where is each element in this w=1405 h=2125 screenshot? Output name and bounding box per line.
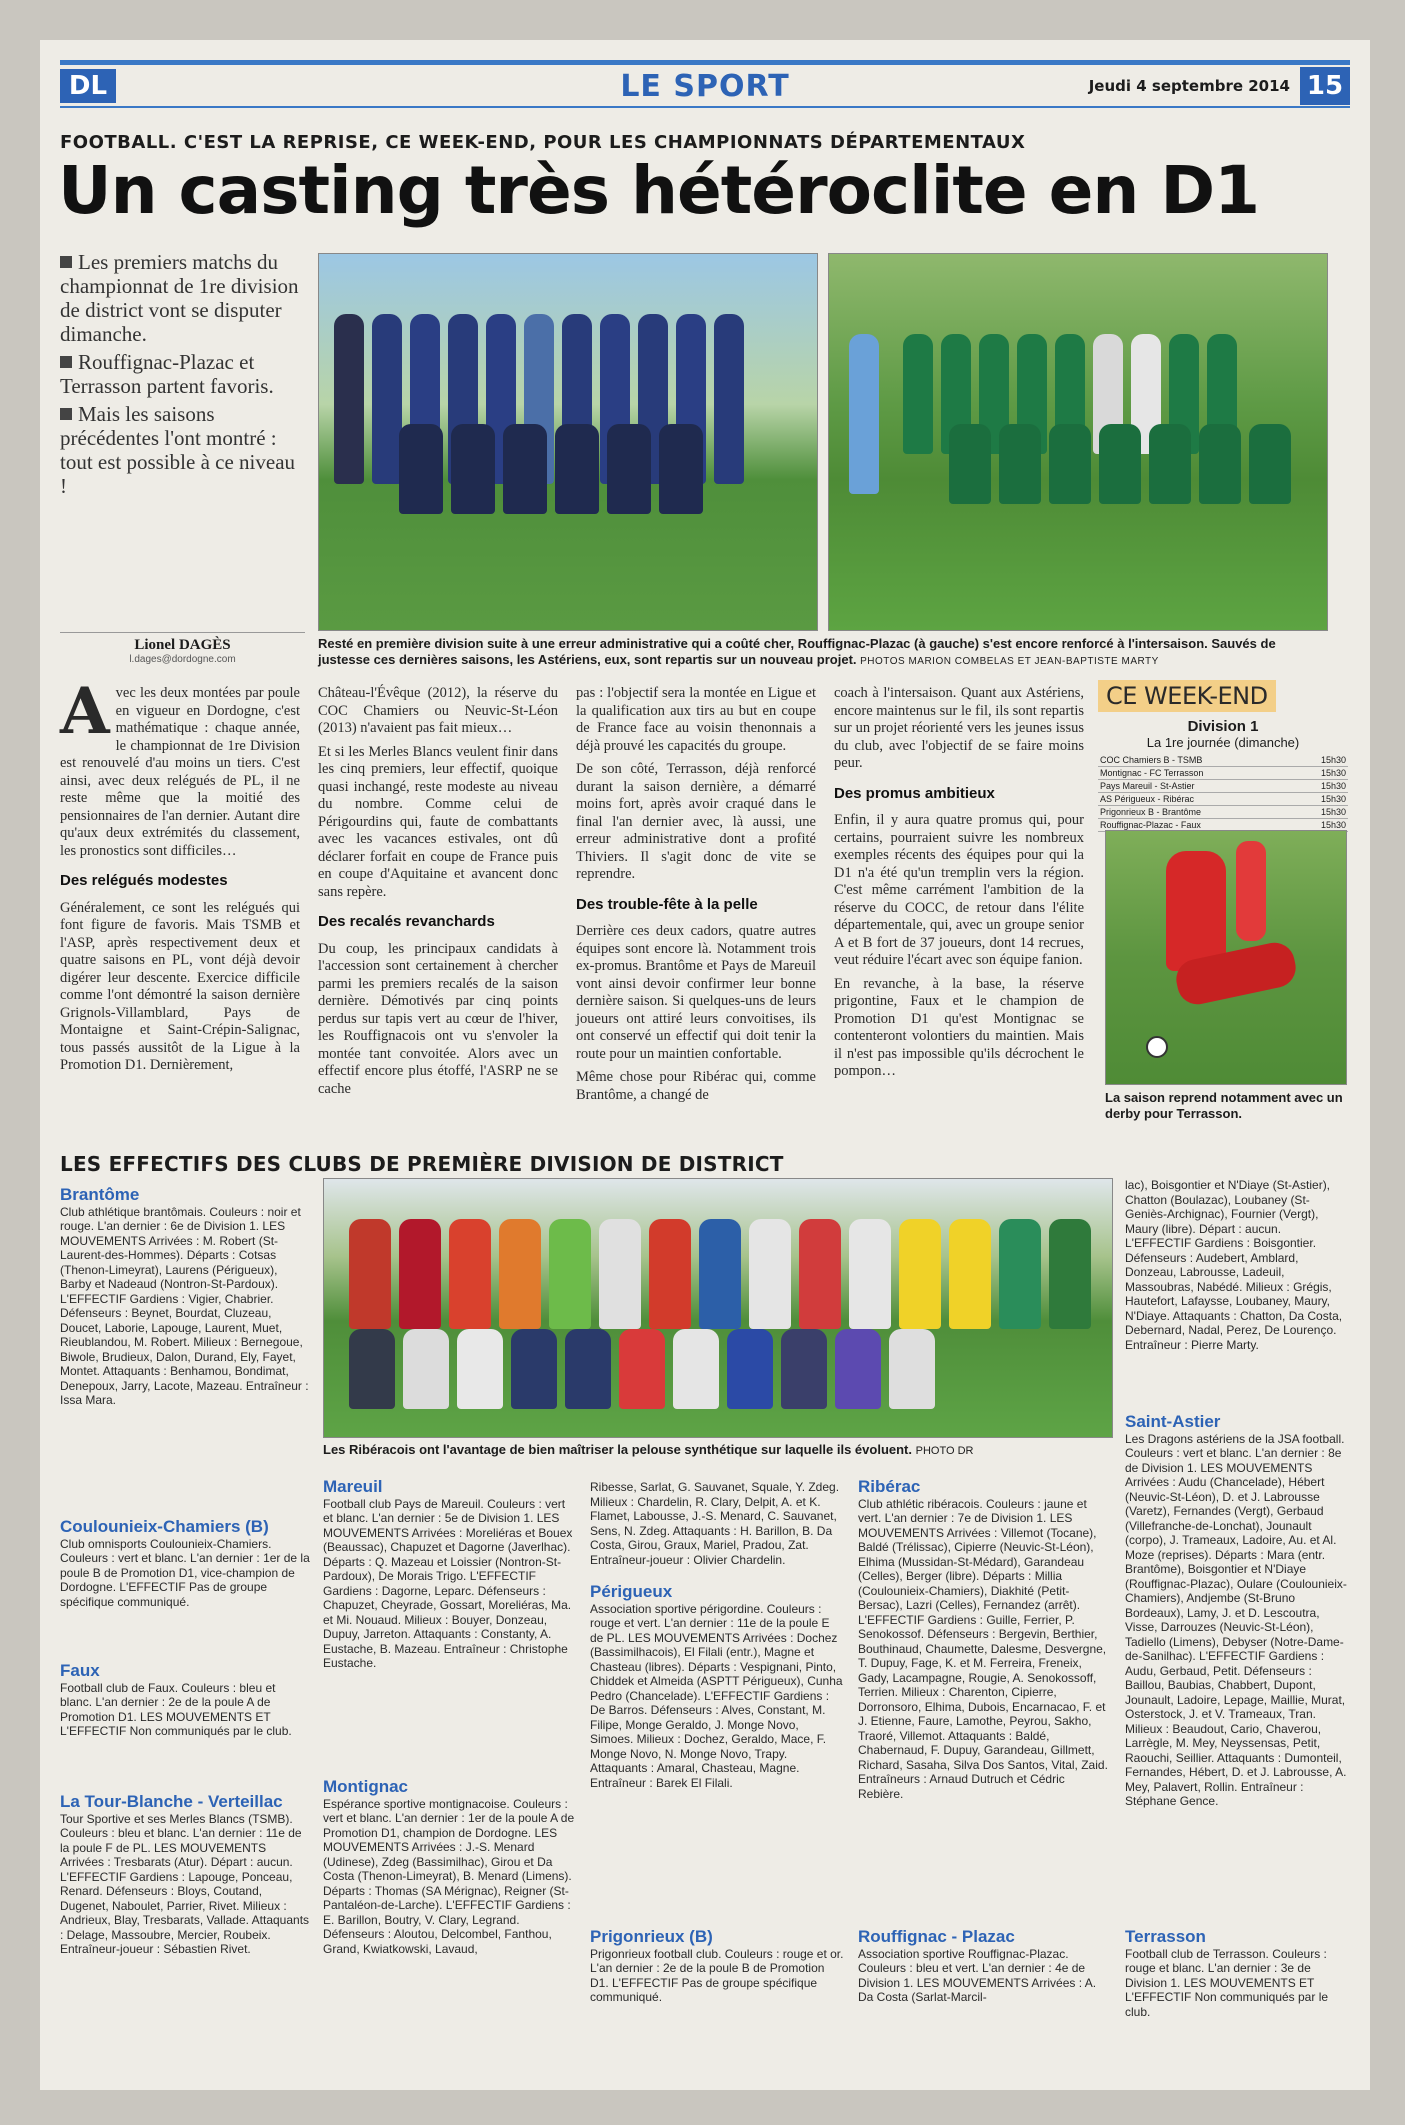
club-montignac-continued — [590, 1480, 845, 1567]
fixture-row: COC Chamiers B - TSMB 15h30 — [1100, 755, 1346, 765]
club-saint-astier — [1125, 1412, 1350, 1809]
club-details: Football club Pays de Mareuil. Couleurs : vert et blanc. L'an dernier : 5e de Division 1. LES MOUVEMENTS Arrivées : Moreliéras et Bouex (Beaussac), Chapuzet et Dagorne (Javerlhac). Départs : Q. Mazeau et Loissier (Nontron-St-Pardoux), De Morais Trigo. L'EFFECTIF Gardiens : Dagorne, Leparc. Défenseurs : Chapuzet, Cheyrade, Gossart, Moreliéras, Ma. et Mi. Nouaud. Milieux : Bouyer, Donzeau, Dupuy, Jarreton. Attaquants : Constanty, A. Eustache, B. Mazeau. Entraîneur : Christophe Eustache. — [323, 1496, 573, 1670]
club-terrasson — [1125, 1927, 1350, 2019]
newspaper-page — [40, 40, 1370, 2090]
club-name: Faux — [60, 1661, 100, 1680]
matchday-label: La 1re journée (dimanche) — [1146, 735, 1300, 750]
article-column-2 — [318, 685, 558, 1104]
club-details: Espérance sportive montignacoise. Couleurs : vert et blanc. L'an dernier : 1er de la poule A de Promotion D1, champion de Dordogne. LES MOUVEMENTS Arrivées : J.-S. Menard (Udinese), Zdeg (Bassimilhac), Girou et Da Costa (Thenon-Limeyrat), B. Menard (Limens). Départs : Thomas (SA Mérignac), Reigner (St-Pantaléon-de-Larche). L'EFFECTIF Gardiens : E. Barillon, Boutry, V. Clary, Legrand. Défenseurs : Aloutou, Delcombel, Fanthou, Grand, Kwiatkowski, Lavaud, — [323, 1796, 575, 1956]
club-name: Prigonrieux (B) — [590, 1927, 713, 1946]
squads-section-title: LES EFFECTIFS DES CLUBS DE PREMIÈRE DIVISION DE DISTRICT — [60, 1152, 784, 1176]
section-title: LE SPORT — [620, 69, 790, 104]
team-photo-rouffignac — [318, 253, 818, 631]
paragraph: Derrière ces deux cadors, quatre autres équipes sont encore là. Notamment trois ex-promus. Brantôme et Pays de Mareuil vont ainsi devoir confirmer leur bonne dernière saison. Si quelques-uns de leurs joueurs ont attiré leurs convoitises, ils ont conservé un effectif qui doit tenir la route pour un maintien confortable. — [576, 923, 816, 1062]
club-details: Club omnisports Coulounieix-Chamiers. Couleurs : vert et blanc. L'an dernier : 1er de la poule B de Promotion D1, vice-champion de Dordogne. L'EFFECTIF Pas de groupe spécifique communiqué. — [60, 1536, 310, 1609]
paragraph: Et si les Merles Blancs veulent finir dans les cinq premiers, leur effectif, quoique quasi inchangé, reste modeste au niveau du nombre. Comme celui de Périgourdins qui, faute de combattants avec les vacances estivales, ont dû déclarer forfait en coupe de France puis en coupe d'Aquitaine et avancent donc sans repère. — [318, 743, 558, 900]
paragraph: coach à l'intersaison. Quant aux Astériens, encore maintenus sur le fil, ils sont repartis sur un projet réorienté vers les jeunes issus du club, avec l'objectif de se faire moins peur. — [834, 685, 1084, 771]
subheading: Des recalés revanchards — [318, 913, 495, 930]
division-label: Division 1 — [1187, 718, 1259, 735]
fixture-row: AS Périgueux - Ribérac 15h30 — [1100, 794, 1346, 804]
club-details: Football club de Terrasson. Couleurs : rouge et blanc. L'an dernier : 3e de Division 1. LES MOUVEMENTS ET L'EFFECTIF Non communiqués par le club. — [1125, 1946, 1329, 2019]
fixtures-table — [1098, 754, 1348, 832]
lead-point: Mais les saisons précédentes l'ont montré : tout est possible à ce niveau ! — [60, 402, 296, 498]
bullet-square-icon — [60, 408, 72, 420]
photo-caption: Les Ribéracois ont l'avantage de bien maîtriser la pelouse synthétique sur laquelle ils évoluent. PHOTO DR — [323, 1442, 974, 1457]
weekend-tag: CE WEEK-END — [1098, 680, 1276, 712]
club-name: Terrasson — [1125, 1927, 1206, 1946]
player-red — [1236, 841, 1266, 941]
byline — [60, 632, 305, 665]
club-details: Football club de Faux. Couleurs : bleu et blanc. L'an dernier : 2e de la poule A de Promotion D1. LES MOUVEMENTS ET L'EFFECTIF Non communiqués par le club. — [60, 1680, 292, 1738]
club-name: Brantôme — [60, 1185, 140, 1204]
club-montignac — [323, 1777, 578, 1956]
drop-cap: A — [60, 674, 110, 749]
subheading: Des trouble-fête à la pelle — [576, 895, 758, 913]
players-front-row — [399, 424, 703, 514]
article-headline: Un casting très hétéroclite en D1 — [58, 152, 1260, 229]
club-coulounieix-chamiers — [60, 1517, 310, 1609]
paragraph: Enfin, il y aura quatre promus qui, pour certains, pourraient suivre les nombreux exemples récents des équipes pour qui la D1 n'a été qu'un tremplin vers la région. C'est même carrément l'ambition de la réserve du COCC, de retour dans l'élite départementale, qui, avec un groupe senior A et B fort de 37 joueurs, dont 14 recrues, veut réduire l'écart avec son équipe fanion. — [834, 812, 1084, 968]
fixture-row: Montignac - FC Terrasson 15h30 — [1100, 768, 1346, 778]
paragraph: De son côté, Terrasson, déjà renforcé durant la saison dernière, a démarré moins fort, après avoir craqué dans le final l'an dernier avec, là aussi, une erreur administrative dont a profité Thiviers. Il s'agit donc de vite se reprendre. — [576, 761, 816, 882]
paragraph: En revanche, à la base, la réserve prigontine, Faux et le champion de Promotion D1 qu'est Montignac se contenteront volontiers du maintien. Mais il n'est pas impossible qu'ils décrochent le pompon… — [834, 975, 1084, 1079]
players-back-row — [349, 1219, 1091, 1329]
weekend-schedule-box — [1098, 680, 1348, 832]
newspaper-logo: DL — [60, 69, 116, 103]
club-name: Coulounieix-Chamiers (B) — [60, 1517, 269, 1536]
subheading: Des relégués modestes — [60, 872, 228, 889]
club-brantome — [60, 1185, 310, 1408]
club-name: La Tour-Blanche - Verteillac — [60, 1792, 283, 1811]
lead-point: Rouffignac-Plazac et Terrasson partent favoris. — [60, 350, 274, 398]
team-photo-riberac — [323, 1178, 1113, 1438]
club-riberac — [858, 1477, 1113, 1801]
club-name: Saint-Astier — [1125, 1412, 1221, 1431]
fixture-row: Pays Mareuil - St-Astier 15h30 — [1100, 781, 1346, 791]
players-front-row — [949, 424, 1291, 504]
club-rouffignac-continued — [1125, 1178, 1350, 1352]
paragraph: Avec les deux montées par poule en vigueur en Dordogne, c'est mathématique : chaque année, le championnat de 1re Division est renouvelé d'au moins un tiers. C'est ainsi, avec deux relégués de PL, il ne reste même que la moitié des pensionnaires de l'an dernier. Autant dire qu'aux deux extrémités du classement, les pronostics sont difficiles… — [60, 674, 300, 859]
club-rouffignac-plazac — [858, 1927, 1113, 2005]
article-column-3 — [576, 685, 816, 1110]
club-prigonrieux — [590, 1927, 845, 2005]
author-name: Lionel DAGÈS — [134, 637, 231, 653]
club-perigueux — [590, 1582, 845, 1790]
bullet-square-icon — [60, 256, 72, 268]
paragraph: pas : l'objectif sera la montée en Ligue et la qualification aux tirs au but en coupe de France face au voisin thenonnais a déjà prouvé les capacités du groupe. — [576, 685, 816, 754]
club-details: Association sportive Rouffignac-Plazac. Couleurs : bleu et vert. L'an dernier : 4e de Division 1. LES MOUVEMENTS Arrivées : A. Da Costa (Sarlat-Marcil- — [858, 1946, 1097, 2004]
fixture-row: Rouffignac-Plazac - Faux 15h30 — [1100, 820, 1346, 830]
club-mareuil — [323, 1477, 578, 1671]
players-front-row — [349, 1329, 935, 1409]
club-name: Périgueux — [590, 1582, 673, 1601]
photo-credit: PHOTO DR — [915, 1445, 974, 1457]
team-photo-saint-astier — [828, 253, 1328, 631]
paragraph: Du coup, les principaux candidats à l'accession sont certainement à chercher parmi les premiers recalés de la saison dernière. Démotivés par cinq points perdus sur tapis vert au cœur de l'hiver, les Rouffignacois ont vu s'envoler la montée tant convoitée. Alors avec un effectif encore plus étoffé, l'ASRP ne se cache — [318, 940, 558, 1097]
paragraph: Généralement, ce sont les relégués qui font figure de favoris. Mais TSMB et l'ASP, après respectivement deux et quatre saisons en PL, vont déjà devoir digérer leur descente. Exercice difficile comme l'ont démontré la saison dernière Grignols-Villamblard, Pays de Montaigne et Saint-Crépin-Salignac, tous passés aussitôt de la Ligue à la Promotion D1. Dernièrement, — [60, 899, 300, 1073]
lead-point: Les premiers matchs du championnat de 1re division de district vont se disputer dimanche. — [60, 250, 299, 346]
article-column-1 — [60, 674, 300, 1081]
club-name: Montignac — [323, 1777, 408, 1796]
article-column-4 — [834, 685, 1084, 1087]
page-header — [60, 60, 1350, 108]
paragraph: Château-l'Évêque (2012), la réserve du COC Chamiers ou Neuvic-St-Léon (2013) n'avaient pas fait mieux… — [318, 685, 558, 736]
club-name: Mareuil — [323, 1477, 383, 1496]
club-la-tour-blanche — [60, 1792, 310, 1957]
club-details: Club athlétic ribéracois. Couleurs : jaune et vert. L'an dernier : 7e de Division 1. LES MOUVEMENTS Arrivées : Villemot (Tocane), Baldé (Trélissac), Cipierre (Neuvic-St-Léon), Elhima (Mussidan-St-Médard), Garandeau (Celles), Berger (libre). Départs : Millia (Coulounieix-Chamiers), Diakhité (Petit-Bersac), Lazri (Celles), Fernandez (arrêt). L'EFFECTIF Gardiens : Guille, Ferrier, P. Senokossof. Défenseurs : Bergevin, Berthier, Bouthinaud, Chaumette, Dalesme, Desvergne, T. Dupuy, Fage, K. et M. Ferreira, Freneix, Gady, Lacampagne, Rougie, A. Senokossoff, Terrien. Milieux : Charenton, Cipierre, Dorronsoro, Elhima, Dubois, Encarnacao, F. et J. Etienne, Faure, Lamothe, Peyrou, Sakho, Traoré, Villemot. Attaquants : Baldé, Chabernaud, F. Dupuy, Garandeau, Gillmett, Richard, Sasaha, Silva Dos Santos, Vital, Zaid. Entraîneurs : Arnaud Dutruch et Cédric Rebière. — [858, 1496, 1108, 1801]
club-details: Prigonrieux football club. Couleurs : rouge et or. L'an dernier : 2e de la poule B de Promotion D1. L'EFFECTIF Pas de groupe spécifique communiqué. — [590, 1946, 844, 2004]
photo-credit: PHOTOS MARION COMBELAS ET JEAN-BAPTISTE MARTY — [860, 656, 1159, 667]
bullet-square-icon — [60, 356, 72, 368]
club-details: Club athlétique brantômais. Couleurs : noir et rouge. L'an dernier : 6e de Division 1. LES MOUVEMENTS Arrivées : M. Robert (St-Laurent-des-Hommes). Départs : Cotsas (Thenon-Limeyrat), Laurens (Périgueux), Barby et Nadeaud (Nontron-St-Pardoux). L'EFFECTIF Gardiens : Vigier, Chabrier. Défenseurs : Beynet, Bourdat, Cluzeau, Doucet, Laborie, Lapouge, Laurent, Muet, Rieublandou, M. Robert. Milieux : Bernegoue, Biwole, Brudieux, Dalon, Durand, Ely, Fayet, Montet. Attaquants : Benhamou, Bondimat, Denepoux, Jarry, Lacote, Mazeau. Entraîneur : Issa Mara. — [60, 1204, 309, 1407]
club-faux — [60, 1661, 310, 1739]
club-details: Ribesse, Sarlat, G. Sauvanet, Squale, Y. Zdeg. Milieux : Chardelin, R. Clary, Delpit, A. et K. Flamet, Labousse, J.-S. Menard, C. Sauvanet, Sens, N. Zdeg. Attaquants : H. Barillon, B. Da Costa, Girou, Graux, Mariel, Pradou, Zat. Entraîneur-joueur : Olivier Chardelin. — [590, 1480, 840, 1567]
club-name: Rouffignac - Plazac — [858, 1927, 1015, 1946]
article-lead — [60, 250, 305, 502]
club-name: Ribérac — [858, 1477, 921, 1496]
club-details: Association sportive périgordine. Couleurs : rouge et vert. L'an dernier : 11e de la poule E de PL. LES MOUVEMENTS Arrivées : Dochez (Bassimilhacois), El Filali (entr.), Magne et Chasteau (libres). Départs : Vespignani, Pinto, Chiddek et Almeida (ASPTT Périgueux), Cunha Pedro (Chancelade). L'EFFECTIF Gardiens : De Barros. Défenseurs : Alves, Constant, M. Filipe, Monge Geraldo, J. Monge Novo, Simoes. Milieux : Dochez, Geraldo, Mace, F. Monge Novo, N. Monge Novo, Trapy. Attaquants : Amaral, Chasteau, Magne. Entraîneur : Barek El Filali. — [590, 1601, 843, 1790]
author-email: l.dages@dordogne.com — [129, 654, 236, 665]
club-details: lac), Boisgontier et N'Diaye (St-Astier), Chatton (Boulazac), Loubaney (St-Geniès-Archignac), Fournier (Vergt), Maury (libre). Départ : aucun. L'EFFECTIF Gardiens : Boisgontier. Défenseurs : Audebert, Amblard, Donzeau, Labrousse, Ladeuil, Massoubras, Nabédé. Milieux : Grégis, Hautefort, Lafaysse, Loubaney, Maury, N'Diaye. Attaquants : Chatton, Da Costa, Debernard, Nadal, Perez, De Lourenço. Entraîneur : Pierre Marty. — [1125, 1178, 1343, 1352]
fixture-row: Prigonrieux B - Brantôme 15h30 — [1100, 807, 1346, 817]
player-red — [1166, 851, 1226, 971]
football-ball — [1146, 1036, 1168, 1058]
photo-caption: La saison reprend notamment avec un derby pour Terrasson. — [1105, 1090, 1343, 1121]
paragraph: Même chose pour Ribérac qui, comme Brantôme, a changé de — [576, 1069, 816, 1103]
club-details: Les Dragons astériens de la JSA football. Couleurs : vert et blanc. L'an dernier : 8e de Division 1. LES MOUVEMENTS Arrivées : Audu (Chancelade), Hébert (Neuvic-St-Léon), D. et J. Labrousse (Varetz), Fernandes (Vergt), Gerbaud (Villefranche-de-Lonchat), Jounault (corpo), J. Trameaux, Ladoire, Au. et Al. Moze (reprises). Départs : Mara (entr. Brantôme), Boisgontier et N'Diaye (Rouffignac-Plazac), Oulare (Coulounieix-Chamiers), Andjembe (St-Bruno Bordeaux), Lamy, J. et D. Lescoutra, Visse, Darrouzes (Neuvic-St-Léon), Tadiello (Limens), Debyser (Notre-Dame-de-Sanilhac). L'EFFECTIF Gardiens : Audu, Gerbaud, Petit. Défenseurs : Baillou, Baubias, Chabbert, Dupont, Jounault, Ladoire, Lepage, Maillie, Murat, Osterstock, J. et V. Trameaux, Tran. Milieux : Beaudout, Cario, Chaverou, Larrègle, M. Mey, Neyssensas, Petit, Raouchi, Seillier. Attaquants : Dumonteil, Fernandes, Hébert, D. et J. Labrousse, A. Mey, Palavert, Rollin. Entraîneur : Stéphane Gence. — [1125, 1431, 1347, 1808]
page-number: 15 — [1300, 67, 1350, 105]
issue-date: Jeudi 4 septembre 2014 — [1088, 77, 1290, 95]
photo-caption: Resté en première division suite à une erreur administrative qui a coûté cher, Rouffignac-Plazac (à gauche) s'est encore renforcé à l'intersaison. Sauvés de justesse ces dernières saisons, les Astériens, eux, sont repartis sur un nouveau projet. PHOTOS MARION COMBELAS ET JEAN-BAPTISTE MARTY — [318, 636, 1276, 667]
subheading: Des promus ambitieux — [834, 784, 995, 802]
action-photo-terrasson — [1105, 830, 1347, 1085]
article-kicker: FOOTBALL. C'EST LA REPRISE, CE WEEK-END, POUR LES CHAMPIONNATS DÉPARTEMENTAUX — [60, 132, 1026, 153]
club-details: Tour Sportive et ses Merles Blancs (TSMB). Couleurs : bleu et blanc. L'an dernier : 11e de la poule F de PL. LES MOUVEMENTS Arrivées : Tresbarats (Atur). Départ : aucun. L'EFFECTIF Gardiens : Lapouge, Ponceau, Renard. Défenseurs : Bloys, Coutand, Dugenet, Naboulet, Parrier, Rivet. Milieux : Andrieux, Blay, Tresbarats, Vallade. Attaquants : Delage, Massoubre, Mercier, Roubeix. Entraîneur-joueur : Sébastien Rivet. — [60, 1811, 310, 1956]
